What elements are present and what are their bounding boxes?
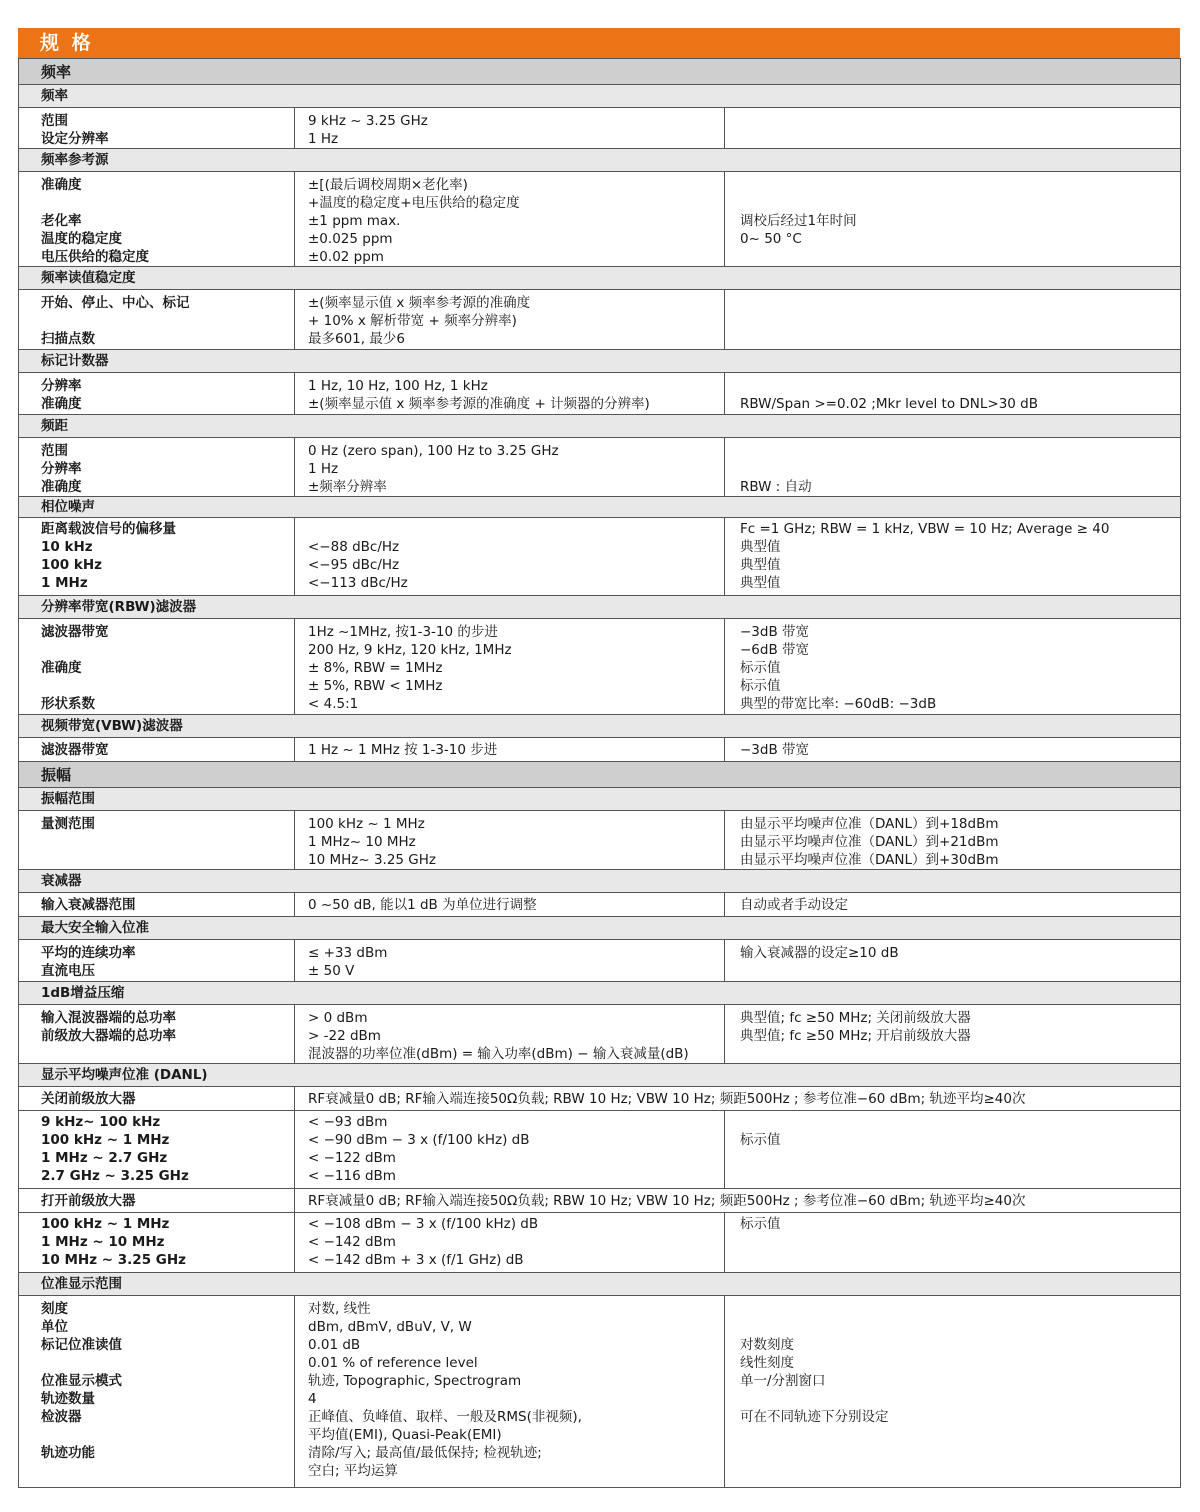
value-cell xyxy=(295,893,725,917)
value: 1 Hz xyxy=(308,461,339,477)
subsection-header xyxy=(19,715,1181,738)
label: 范围 xyxy=(41,443,68,459)
condition: RF衰减量0 dB; RF输入端连接50Ω负载; RBW 10 Hz; VBW 10 Hz; 频距500Hz ; 参考位准−60 dBm; 轨迹平均≥40次 xyxy=(308,1192,1026,1209)
label: 轨迹功能 xyxy=(41,1445,95,1461)
value: + 10% x 解析带宽 + 频率分辨率) xyxy=(308,313,517,329)
value-cell xyxy=(295,619,725,715)
value: 正峰值、负峰值、取样、一般及RMS(非视频), xyxy=(308,1409,582,1425)
value: 100 kHz ~ 1 MHz xyxy=(308,816,425,832)
table-row xyxy=(19,738,1181,762)
value: ± 8%, RBW = 1MHz xyxy=(308,660,443,676)
value-cell xyxy=(295,1111,725,1189)
value: ±(频率显示值 x 频率参考源的准确度 + 计频器的分辨率) xyxy=(308,396,650,412)
value: 1 MHz~ 10 MHz xyxy=(308,834,416,850)
label-cell xyxy=(19,1296,295,1488)
note-cell xyxy=(725,1111,1181,1189)
note: 标示值 xyxy=(740,678,781,694)
subsection-title: 视频带宽(VBW)滤波器 xyxy=(19,715,1181,738)
table-row xyxy=(19,940,1181,982)
value: 0.01 % of reference level xyxy=(308,1355,478,1371)
table-row xyxy=(19,893,1181,917)
note: 可在不同轨迹下分别设定 xyxy=(740,1409,889,1425)
label-cell xyxy=(19,290,295,350)
note: 由显示平均噪声位准（DANL）到+30dBm xyxy=(740,852,999,868)
subsection-header xyxy=(19,350,1181,373)
label-cell xyxy=(19,738,295,762)
value: 空白; 平均运算 xyxy=(308,1463,398,1479)
note-cell xyxy=(725,172,1181,267)
note-cell xyxy=(725,438,1181,497)
value: > 0 dBm xyxy=(308,1010,368,1026)
note: 典型值; fc ≥50 MHz; 开启前级放大器 xyxy=(740,1028,971,1044)
label: 老化率 xyxy=(41,213,82,229)
value-cell xyxy=(295,1213,725,1273)
note-cell xyxy=(725,1005,1181,1064)
label: 9 kHz~ 100 kHz xyxy=(41,1114,161,1130)
section-title: 振幅 xyxy=(19,762,1181,788)
note-cell xyxy=(725,290,1181,350)
value-cell xyxy=(295,738,725,762)
value: 10 MHz~ 3.25 GHz xyxy=(308,852,437,868)
value-cell xyxy=(295,1005,725,1064)
value: 最多601, 最少6 xyxy=(308,331,405,347)
subsection-title: 最大安全输入位准 xyxy=(19,917,1181,940)
value-cell xyxy=(295,1296,725,1488)
subsection-title: 位准显示范围 xyxy=(19,1273,1181,1296)
condition-cell xyxy=(295,1189,1181,1213)
label: 开始、停止、中心、标记 xyxy=(41,295,190,311)
subsection-title: 标记计数器 xyxy=(19,350,1181,373)
subsection-header xyxy=(19,1273,1181,1296)
label-cell xyxy=(19,438,295,497)
note: 由显示平均噪声位准（DANL）到+21dBm xyxy=(740,834,999,850)
page-title: 规 格 xyxy=(18,28,1180,58)
label: 分辨率 xyxy=(41,378,82,394)
value: < −142 dBm xyxy=(308,1234,396,1250)
value: <−113 dBc/Hz xyxy=(308,575,408,591)
note-cell xyxy=(725,619,1181,715)
note: 典型值; fc ≥50 MHz; 关闭前级放大器 xyxy=(740,1010,971,1026)
subsection-header xyxy=(19,497,1181,518)
note: 线性刻度 xyxy=(740,1355,794,1371)
table-row xyxy=(19,1005,1181,1064)
label: 准确度 xyxy=(41,396,82,412)
label-cell xyxy=(19,373,295,415)
note: −3dB 带宽 xyxy=(740,624,810,640)
value: 200 Hz, 9 kHz, 120 kHz, 1MHz xyxy=(308,642,512,658)
spec-sheet xyxy=(18,28,1180,1488)
note: 标示值 xyxy=(740,660,781,676)
label: 扫描点数 xyxy=(41,331,95,347)
subsection-title: 频率读值稳定度 xyxy=(19,267,1181,290)
note: 由显示平均噪声位准（DANL）到+18dBm xyxy=(740,816,999,832)
section-header-amplitude xyxy=(19,762,1181,788)
table-row xyxy=(19,438,1181,497)
label: 范围 xyxy=(41,113,68,129)
value: 清除/写入; 最高值/最低保持; 检视轨迹; xyxy=(308,1445,542,1461)
value: ±[(最后调校周期×老化率) xyxy=(308,177,468,193)
label: 1 MHz ~ 2.7 GHz xyxy=(41,1150,168,1166)
table-row xyxy=(19,108,1181,149)
condition-cell xyxy=(295,1087,1181,1111)
note: 单一/分割窗口 xyxy=(740,1373,826,1389)
subsection-header xyxy=(19,415,1181,438)
label-cell xyxy=(19,108,295,149)
value-cell xyxy=(295,940,725,982)
label-cell xyxy=(19,518,295,596)
label: 平均的连续功率 xyxy=(41,945,136,961)
label: 滤波器带宽 xyxy=(41,624,109,640)
subsection-title: 频率参考源 xyxy=(19,149,1181,172)
subsection-header xyxy=(19,788,1181,811)
value: < −116 dBm xyxy=(308,1168,396,1184)
subsection-header xyxy=(19,85,1181,108)
label: 前级放大器端的总功率 xyxy=(41,1028,176,1044)
label: 直流电压 xyxy=(41,963,95,979)
value-cell xyxy=(295,811,725,870)
label-cell xyxy=(19,1213,295,1273)
table-row xyxy=(19,172,1181,267)
label: 1 MHz xyxy=(41,575,88,591)
note: 标示值 xyxy=(740,1216,781,1232)
table-row xyxy=(19,1296,1181,1488)
table-row xyxy=(19,518,1181,596)
label: 10 kHz xyxy=(41,539,93,555)
label: 距离载波信号的偏移量 xyxy=(41,521,176,537)
subsection-title: 振幅范围 xyxy=(19,788,1181,811)
value: 1 Hz, 10 Hz, 100 Hz, 1 kHz xyxy=(308,378,488,394)
value-cell xyxy=(295,438,725,497)
label-cell xyxy=(19,619,295,715)
label: 位准显示模式 xyxy=(41,1373,122,1389)
value: ±频率分辨率 xyxy=(308,479,387,495)
value: < −142 dBm + 3 x (f/1 GHz) dB xyxy=(308,1252,524,1268)
subsection-title: 相位噪声 xyxy=(19,497,1181,518)
subsection-header xyxy=(19,982,1181,1005)
value: dBm, dBmV, dBuV, V, W xyxy=(308,1319,472,1335)
label-cell xyxy=(19,172,295,267)
label: 轨迹数量 xyxy=(41,1391,95,1407)
label: 准确度 xyxy=(41,660,82,676)
subsection-title: 1dB增益压缩 xyxy=(19,982,1181,1005)
note: 对数刻度 xyxy=(740,1337,794,1353)
note-cell xyxy=(725,373,1181,415)
label-cell xyxy=(19,1087,295,1111)
value: 4 xyxy=(308,1391,317,1407)
label: 2.7 GHz ~ 3.25 GHz xyxy=(41,1168,189,1184)
table-row xyxy=(19,619,1181,715)
label: 准确度 xyxy=(41,177,82,193)
value: 1 Hz xyxy=(308,131,339,147)
subsection-title: 频距 xyxy=(19,415,1181,438)
value: 轨迹, Topographic, Spectrogram xyxy=(308,1373,522,1389)
value: +温度的稳定度+电压供给的稳定度 xyxy=(308,195,520,211)
section-header-frequency xyxy=(19,59,1181,85)
table-row xyxy=(19,811,1181,870)
label: 量测范围 xyxy=(41,816,95,832)
label: 打开前级放大器 xyxy=(41,1192,136,1209)
note-cell xyxy=(725,108,1181,149)
condition: RF衰减量0 dB; RF输入端连接50Ω负载; RBW 10 Hz; VBW 10 Hz; 频距500Hz ; 参考位准−60 dBm; 轨迹平均≥40次 xyxy=(308,1090,1026,1107)
value: 对数, 线性 xyxy=(308,1301,371,1317)
note: 典型的带宽比率: −60dB: −3dB xyxy=(740,696,937,712)
label-cell xyxy=(19,940,295,982)
label: 100 kHz ~ 1 MHz xyxy=(41,1216,170,1232)
value: ± 50 V xyxy=(308,963,355,979)
note: 0~ 50 °C xyxy=(740,231,802,247)
note: 自动或者手动设定 xyxy=(740,896,848,913)
note-cell xyxy=(725,1213,1181,1273)
value: 0.01 dB xyxy=(308,1337,361,1353)
value: < −93 dBm xyxy=(308,1114,388,1130)
note-cell xyxy=(725,1296,1181,1488)
label: 100 kHz ~ 1 MHz xyxy=(41,1132,170,1148)
note: −6dB 带宽 xyxy=(740,642,810,658)
value: < 4.5:1 xyxy=(308,696,359,712)
label: 温度的稳定度 xyxy=(41,231,122,247)
label-cell xyxy=(19,1189,295,1213)
value-cell xyxy=(295,373,725,415)
note-cell xyxy=(725,518,1181,596)
value: < −90 dBm − 3 x (f/100 kHz) dB xyxy=(308,1132,530,1148)
subsection-header xyxy=(19,149,1181,172)
note: 典型值 xyxy=(740,575,781,591)
label-cell xyxy=(19,811,295,870)
label: 关闭前级放大器 xyxy=(41,1090,136,1107)
value-cell xyxy=(295,518,725,596)
label: 刻度 xyxy=(41,1301,68,1317)
value: < −122 dBm xyxy=(308,1150,396,1166)
value: <−95 dBc/Hz xyxy=(308,557,400,573)
subsection-title: 频率 xyxy=(19,85,1181,108)
label: 设定分辨率 xyxy=(41,131,109,147)
note: RBW : 自动 xyxy=(740,479,812,495)
value: > -22 dBm xyxy=(308,1028,381,1044)
label: 分辨率 xyxy=(41,461,82,477)
value: ±(频率显示值 x 频率参考源的准确度 xyxy=(308,295,531,311)
value: 1 Hz ~ 1 MHz 按 1-3-10 步进 xyxy=(308,741,498,758)
value: 1Hz ~1MHz, 按1-3-10 的步进 xyxy=(308,624,498,640)
value: 0 ~50 dB, 能以1 dB 为单位进行调整 xyxy=(308,896,537,913)
subsection-header xyxy=(19,917,1181,940)
subsection-header xyxy=(19,596,1181,619)
label-cell xyxy=(19,893,295,917)
table-row xyxy=(19,1087,1181,1111)
value-cell xyxy=(295,108,725,149)
subsection-title: 分辨率带宽(RBW)滤波器 xyxy=(19,596,1181,619)
note-cell xyxy=(725,940,1181,982)
table-row xyxy=(19,1189,1181,1213)
subsection-title: 衰减器 xyxy=(19,870,1181,893)
note: Fc =1 GHz; RBW = 1 kHz, VBW = 10 Hz; Average ≥ 40 xyxy=(740,521,1110,537)
note: 典型值 xyxy=(740,557,781,573)
value: ± 5%, RBW < 1MHz xyxy=(308,678,443,694)
note-cell xyxy=(725,738,1181,762)
label: 输入衰减器范围 xyxy=(41,896,136,913)
subsection-header xyxy=(19,267,1181,290)
label: 检波器 xyxy=(41,1409,82,1425)
value: ±0.025 ppm xyxy=(308,231,393,247)
value: 9 kHz ~ 3.25 GHz xyxy=(308,113,428,129)
subsection-header xyxy=(19,870,1181,893)
table-row xyxy=(19,290,1181,350)
value: ≤ +33 dBm xyxy=(308,945,388,961)
spec-table xyxy=(18,58,1181,1488)
label: 100 kHz xyxy=(41,557,103,573)
subsection-title: 显示平均噪声位准 (DANL) xyxy=(19,1064,1181,1087)
value: ±1 ppm max. xyxy=(308,213,401,229)
note-cell xyxy=(725,811,1181,870)
value: 0 Hz (zero span), 100 Hz to 3.25 GHz xyxy=(308,443,559,459)
label: 单位 xyxy=(41,1319,68,1335)
note: −3dB 带宽 xyxy=(740,741,810,758)
label: 标记位准读值 xyxy=(41,1337,122,1353)
label: 滤波器带宽 xyxy=(41,741,109,758)
value-cell xyxy=(295,172,725,267)
value: 混波器的功率位准(dBm) = 输入功率(dBm) − 输入衰减量(dB) xyxy=(308,1046,689,1062)
label: 1 MHz ~ 10 MHz xyxy=(41,1234,165,1250)
value-cell xyxy=(295,290,725,350)
table-row xyxy=(19,373,1181,415)
note: 典型值 xyxy=(740,539,781,555)
value: 平均值(EMI), Quasi-Peak(EMI) xyxy=(308,1427,502,1443)
subsection-header xyxy=(19,1064,1181,1087)
value: <−88 dBc/Hz xyxy=(308,539,400,555)
label: 电压供给的稳定度 xyxy=(41,249,149,265)
label: 10 MHz ~ 3.25 GHz xyxy=(41,1252,187,1268)
label: 准确度 xyxy=(41,479,82,495)
note: 标示值 xyxy=(740,1132,781,1148)
table-row xyxy=(19,1213,1181,1273)
label: 输入混波器端的总功率 xyxy=(41,1010,176,1026)
note: 输入衰减器的设定≥10 dB xyxy=(740,945,899,961)
note-cell xyxy=(725,893,1181,917)
label-cell xyxy=(19,1005,295,1064)
label: 形状系数 xyxy=(41,696,95,712)
section-title: 频率 xyxy=(19,59,1181,85)
note: RBW/Span >=0.02 ;Mkr level to DNL>30 dB xyxy=(740,396,1039,412)
value: < −108 dBm − 3 x (f/100 kHz) dB xyxy=(308,1216,539,1232)
value: ±0.02 ppm xyxy=(308,249,384,265)
table-row xyxy=(19,1111,1181,1189)
note: 调校后经过1年时间 xyxy=(740,213,857,229)
label-cell xyxy=(19,1111,295,1189)
